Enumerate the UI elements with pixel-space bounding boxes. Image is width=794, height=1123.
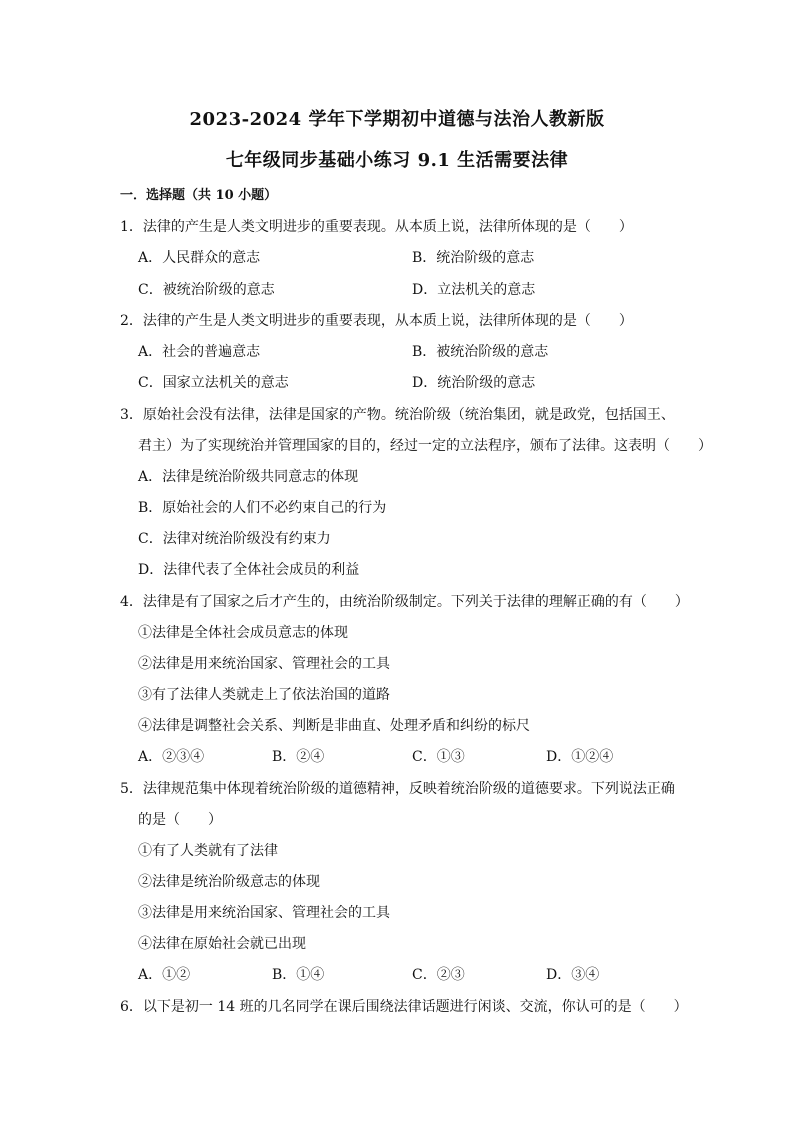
question-5-statement-1: ①有了人类就有了法律 — [138, 843, 278, 859]
section-heading: 一．选择题（共 10 小题） — [120, 188, 278, 203]
question-3-stem-line1: 3．原始社会没有法律，法律是国家的产物。统治阶级（统治集团，就是政党，包括国王、 — [120, 407, 675, 423]
question-1-option-c: C．被统治阶级的意志 — [138, 282, 275, 298]
question-3-option-d: D．法律代表了全体社会成员的利益 — [138, 562, 360, 578]
question-5-statement-2: ②法律是统治阶级意志的体现 — [138, 874, 320, 890]
question-6-stem: 6．以下是初一 14 班的几名同学在课后围绕法律话题进行闲谈、交流，你认可的是（ ） — [120, 999, 688, 1015]
question-4-statement-4: ④法律是调整社会关系、判断是非曲直、处理矛盾和纠纷的标尺 — [138, 718, 530, 734]
question-4-statement-2: ②法律是用来统治国家、管理社会的工具 — [138, 656, 390, 672]
question-4-statement-3: ③有了法律人类就走上了依法治国的道路 — [138, 687, 390, 703]
question-2-option-b: B．被统治阶级的意志 — [412, 344, 549, 360]
question-4-option-a: A．②③④ — [138, 749, 205, 765]
question-1-stem: 1．法律的产生是人类文明进步的重要表现。从本质上说，法律所体现的是（ ） — [120, 219, 633, 235]
question-5-statement-4: ④法律在原始社会就已出现 — [138, 936, 306, 952]
question-3-option-a: A．法律是统治阶级共同意志的体现 — [138, 469, 359, 485]
question-3-option-b: B．原始社会的人们不必约束自己的行为 — [138, 500, 387, 516]
question-4-option-c: C．①③ — [412, 749, 465, 765]
question-5-stem-line1: 5．法律规范集中体现着统治阶级的道德精神，反映着统治阶级的道德要求。下列说法正确 — [120, 781, 675, 797]
document-title-line1: 2023-2024 学年下学期初中道德与法治人教新版 — [189, 109, 605, 130]
question-5-statement-3: ③法律是用来统治国家、管理社会的工具 — [138, 905, 390, 921]
question-2-option-a: A．社会的普遍意志 — [138, 344, 261, 360]
question-4-option-d: D．①②④ — [546, 749, 614, 765]
question-3-stem-line2: 君主）为了实现统治并管理国家的目的，经过一定的立法程序，颁布了法律。这表明（ ） — [138, 438, 712, 454]
question-2-option-d: D．统治阶级的意志 — [412, 375, 536, 391]
question-1-option-a: A．人民群众的意志 — [138, 250, 261, 266]
question-1-option-d: D．立法机关的意志 — [412, 282, 536, 298]
question-3-option-c: C．法律对统治阶级没有约束力 — [138, 531, 331, 547]
question-2-option-c: C．国家立法机关的意志 — [138, 375, 289, 391]
question-5-stem-line2: 的是（ ） — [138, 812, 222, 828]
question-2-stem: 2．法律的产生是人类文明进步的重要表现，从本质上说，法律所体现的是（ ） — [120, 313, 633, 329]
question-5-option-d: D．③④ — [546, 967, 600, 983]
question-1-option-b: B．统治阶级的意志 — [412, 250, 535, 266]
document-title-line2: 七年级同步基础小练习 9.1 生活需要法律 — [225, 150, 569, 171]
question-5-option-b: B．①④ — [272, 967, 325, 983]
question-4-stem: 4．法律是有了国家之后才产生的，由统治阶级制定。下列关于法律的理解正确的有（ ） — [120, 594, 689, 610]
question-4-statement-1: ①法律是全体社会成员意志的体现 — [138, 625, 348, 641]
question-4-option-b: B．②④ — [272, 749, 325, 765]
question-5-option-c: C．②③ — [412, 967, 465, 983]
question-5-option-a: A．①② — [138, 967, 191, 983]
